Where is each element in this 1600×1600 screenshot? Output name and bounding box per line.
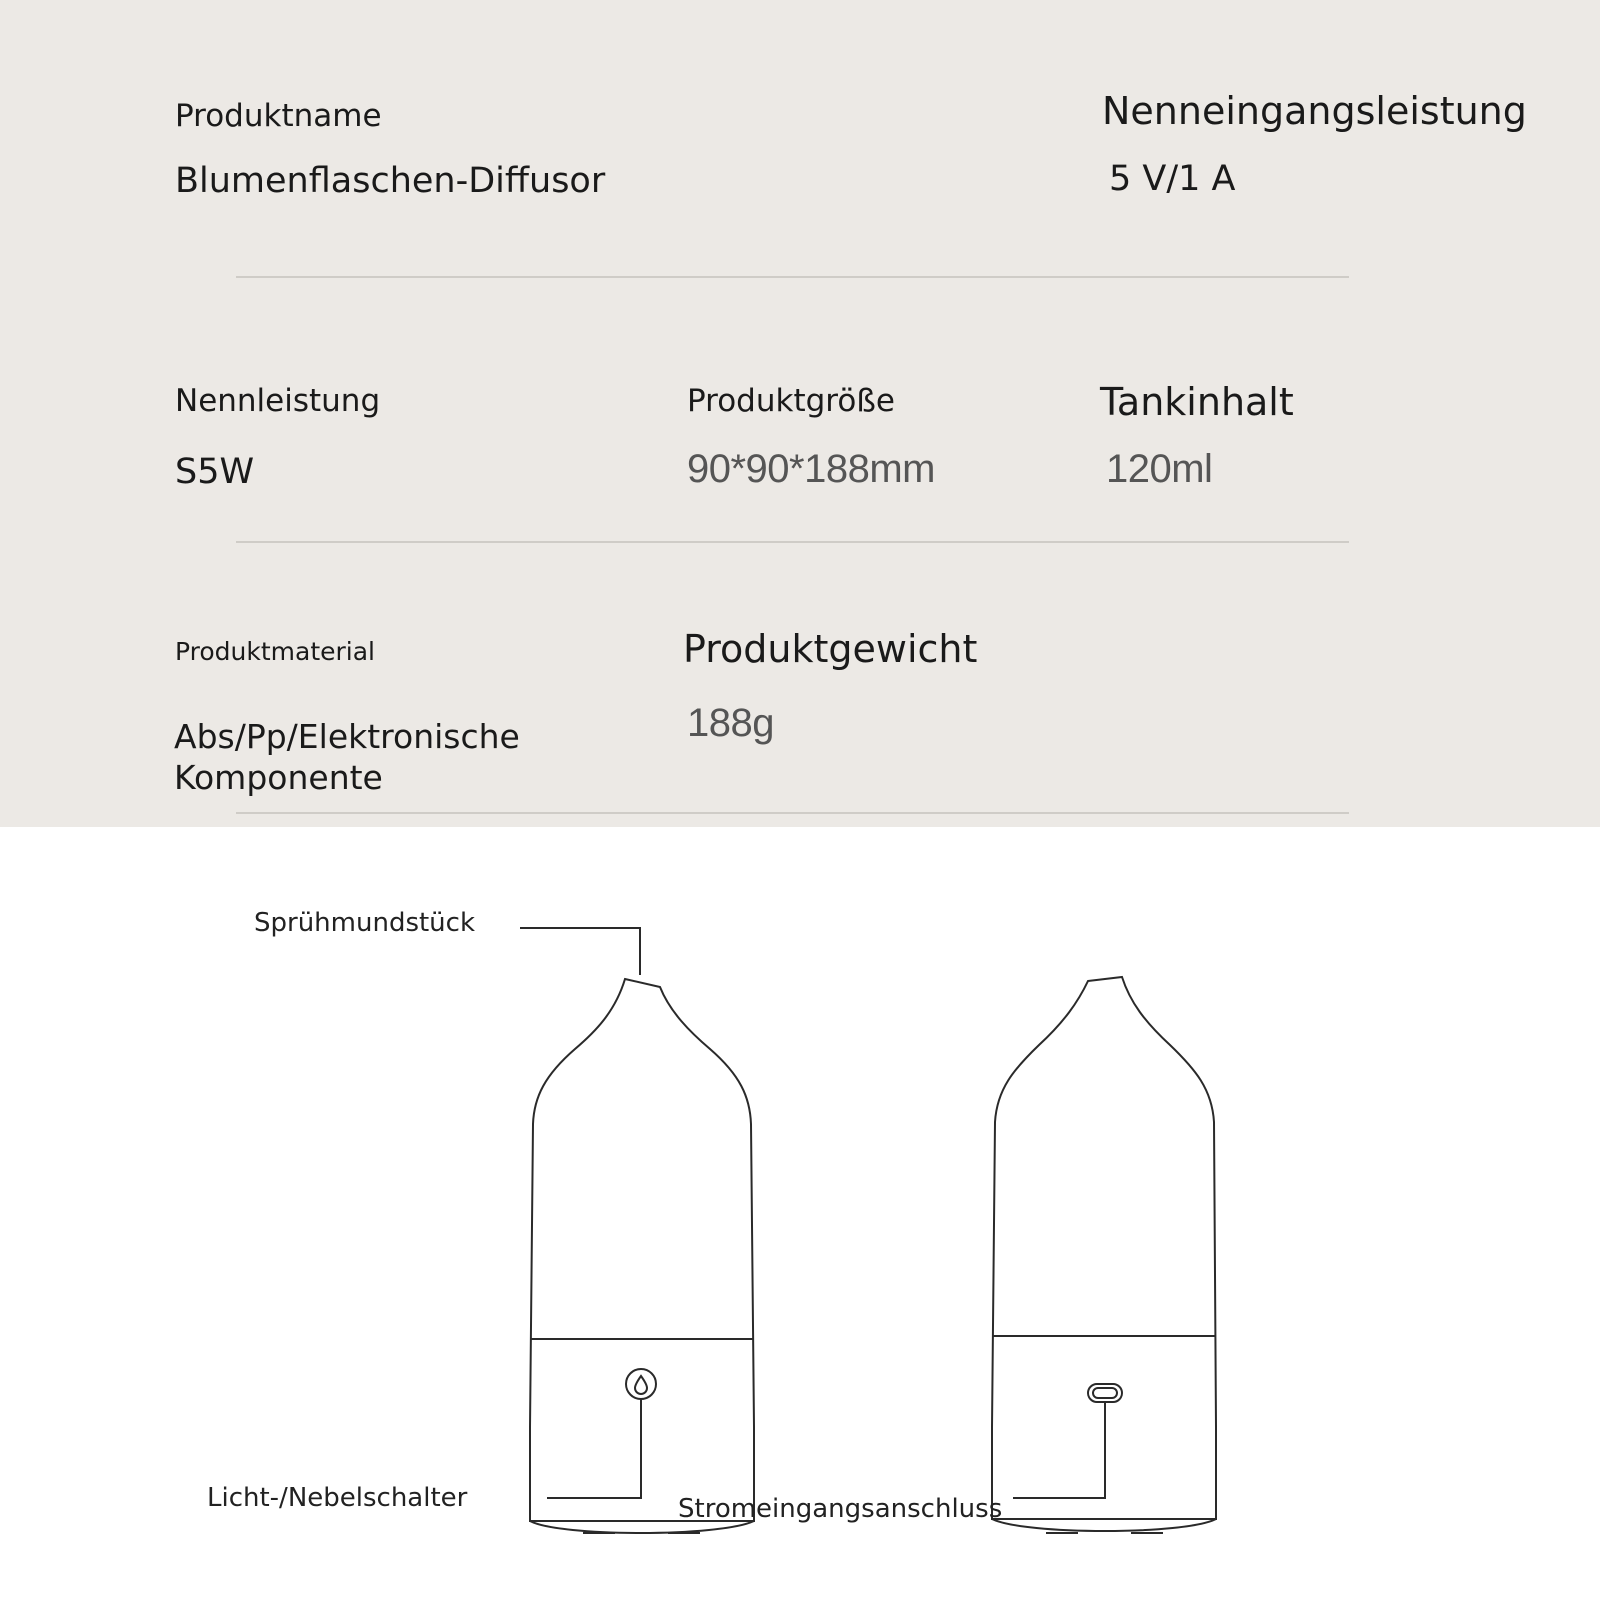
product-material-value: Abs/Pp/Elektronische Komponente — [174, 717, 520, 797]
product-size-label: Produktgröße — [687, 383, 895, 419]
product-material-label: Produktmaterial — [175, 637, 375, 666]
divider — [236, 276, 1349, 278]
power-port-callout: Stromeingangsanschluss — [678, 1494, 1003, 1524]
rated-power-value: S5W — [175, 452, 255, 492]
rated-input-label: Nenneingangsleistung — [1102, 89, 1527, 133]
product-diagram — [0, 827, 1600, 1600]
nozzle-leader-line — [520, 928, 640, 975]
rated-power-label: Nennleistung — [175, 383, 381, 419]
product-weight-value: 188g — [687, 701, 774, 745]
switch-leader-line — [547, 1399, 641, 1498]
switch-icon — [635, 1376, 647, 1394]
tank-capacity-value: 120ml — [1106, 447, 1213, 491]
divider — [236, 541, 1349, 543]
product-name-value: Blumenflaschen-Diffusor — [175, 161, 606, 201]
nozzle-callout: Sprühmundstück — [254, 908, 476, 938]
tank-capacity-label: Tankinhalt — [1100, 380, 1294, 424]
rated-input-value: 5 V/1 A — [1109, 159, 1236, 199]
product-name-label: Produktname — [175, 98, 382, 134]
product-size-value: 90*90*188mm — [687, 447, 935, 491]
divider — [236, 812, 1349, 814]
switch-callout: Licht-/Nebelschalter — [207, 1483, 468, 1513]
power-port-leader-line — [1013, 1402, 1105, 1498]
product-weight-label: Produktgewicht — [683, 627, 978, 671]
